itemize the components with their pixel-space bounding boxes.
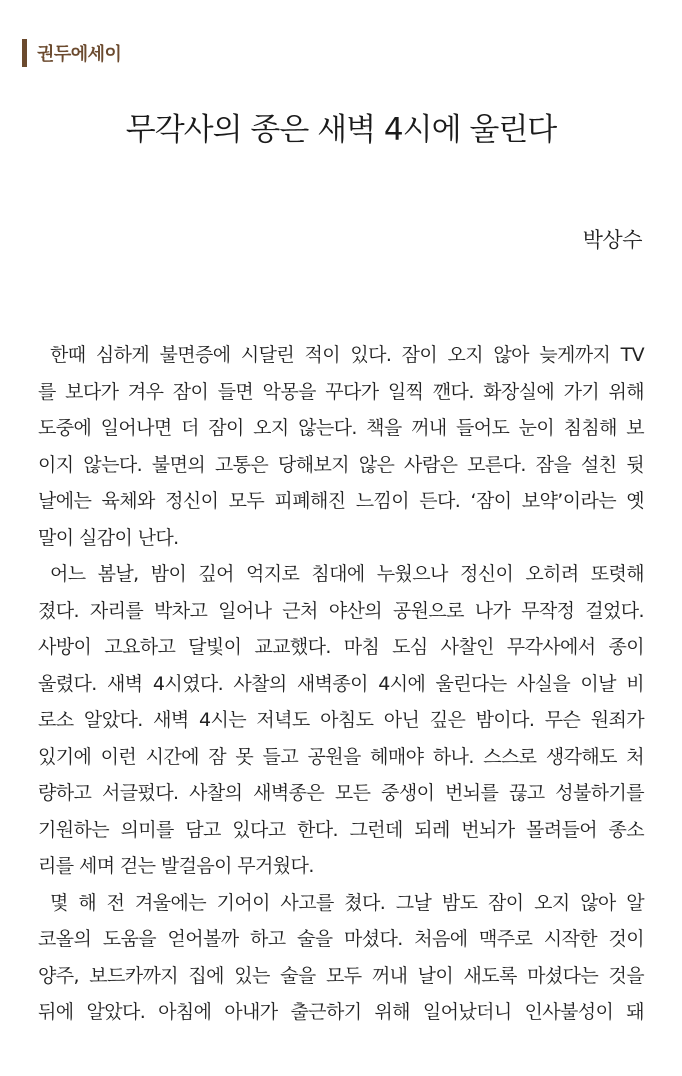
body-line: 울렸다. 새벽 4시였다. 사찰의 새벽종이 4시에 울린다는 사실을 이날 비 (38, 672, 644, 695)
paragraph-3 (38, 885, 644, 1031)
author-name: 박상수 (582, 228, 642, 252)
body-line: 뒤에 알았다. 아침에 아내가 출근하기 위해 일어났더니 인사불성이 돼 (38, 1001, 644, 1023)
body-line: 량하고 서글펐다. 사찰의 새벽종은 모든 중생이 번뇌를 끊고 성불하기를 (38, 782, 644, 804)
essay-body (38, 337, 644, 1031)
body-line: 몇 해 전 겨울에는 기어이 사고를 쳤다. 그날 밤도 잠이 오지 않아 알 (50, 891, 644, 914)
body-line: 졌다. 자리를 박차고 일어나 근처 야산의 공원으로 나가 무작정 걸었다. (38, 599, 644, 622)
section-accent-bar (22, 39, 27, 67)
section-label: 권두에세이 (37, 44, 122, 65)
essay-title: 무각사의 종은 새벽 4시에 울린다 (125, 112, 557, 148)
body-line: 어느 봄날, 밤이 깊어 억지로 침대에 누웠으나 정신이 오히려 또렷해 (50, 563, 644, 585)
body-line: 한때 심하게 불면증에 시달린 적이 있다. 잠이 오지 않아 늦게까지 TV (50, 344, 644, 366)
body-line: 이지 않는다. 불면의 고통은 당해보지 않은 사람은 모른다. 잠을 설친 뒷 (38, 453, 644, 476)
body-line: 코올의 도움을 얻어볼까 하고 술을 마셨다. 처음에 맥주로 시작한 것이 (38, 928, 644, 950)
body-line: 리를 세며 걷는 발걸음이 무거웠다. (38, 855, 314, 877)
paragraph-2 (38, 556, 644, 885)
body-line: 날에는 육체와 정신이 모두 피폐해진 느낌이 든다. ‘잠이 보약’이라는 옛 (38, 490, 644, 512)
body-line: 를 보다가 겨우 잠이 들면 악몽을 꾸다가 일찍 깬다. 화장실에 가기 위해 (38, 380, 644, 403)
body-line: 로소 알았다. 새벽 4시는 저녁도 아침도 아닌 깊은 밤이다. 무슨 원죄가 (38, 709, 644, 731)
body-line: 사방이 고요하고 달빛이 교교했다. 마침 도심 사찰인 무각사에서 종이 (38, 636, 644, 658)
paragraph-1 (38, 337, 644, 556)
body-line: 말이 실감이 난다. (38, 526, 179, 549)
body-line: 도중에 일어나면 더 잠이 오지 않는다. 책을 꺼내 들어도 눈이 침침해 보 (38, 417, 644, 439)
section-header (22, 38, 121, 68)
body-line: 있기에 이런 시간에 잠 못 들고 공원을 헤매야 하나. 스스로 생각해도 처 (38, 745, 644, 768)
body-line: 양주, 보드카까지 집에 있는 술을 모두 꺼내 날이 새도록 마셨다는 것을 (38, 964, 644, 987)
body-line: 기원하는 의미를 담고 있다고 한다. 그런데 되레 번뇌가 몰려들어 종소 (38, 818, 644, 841)
